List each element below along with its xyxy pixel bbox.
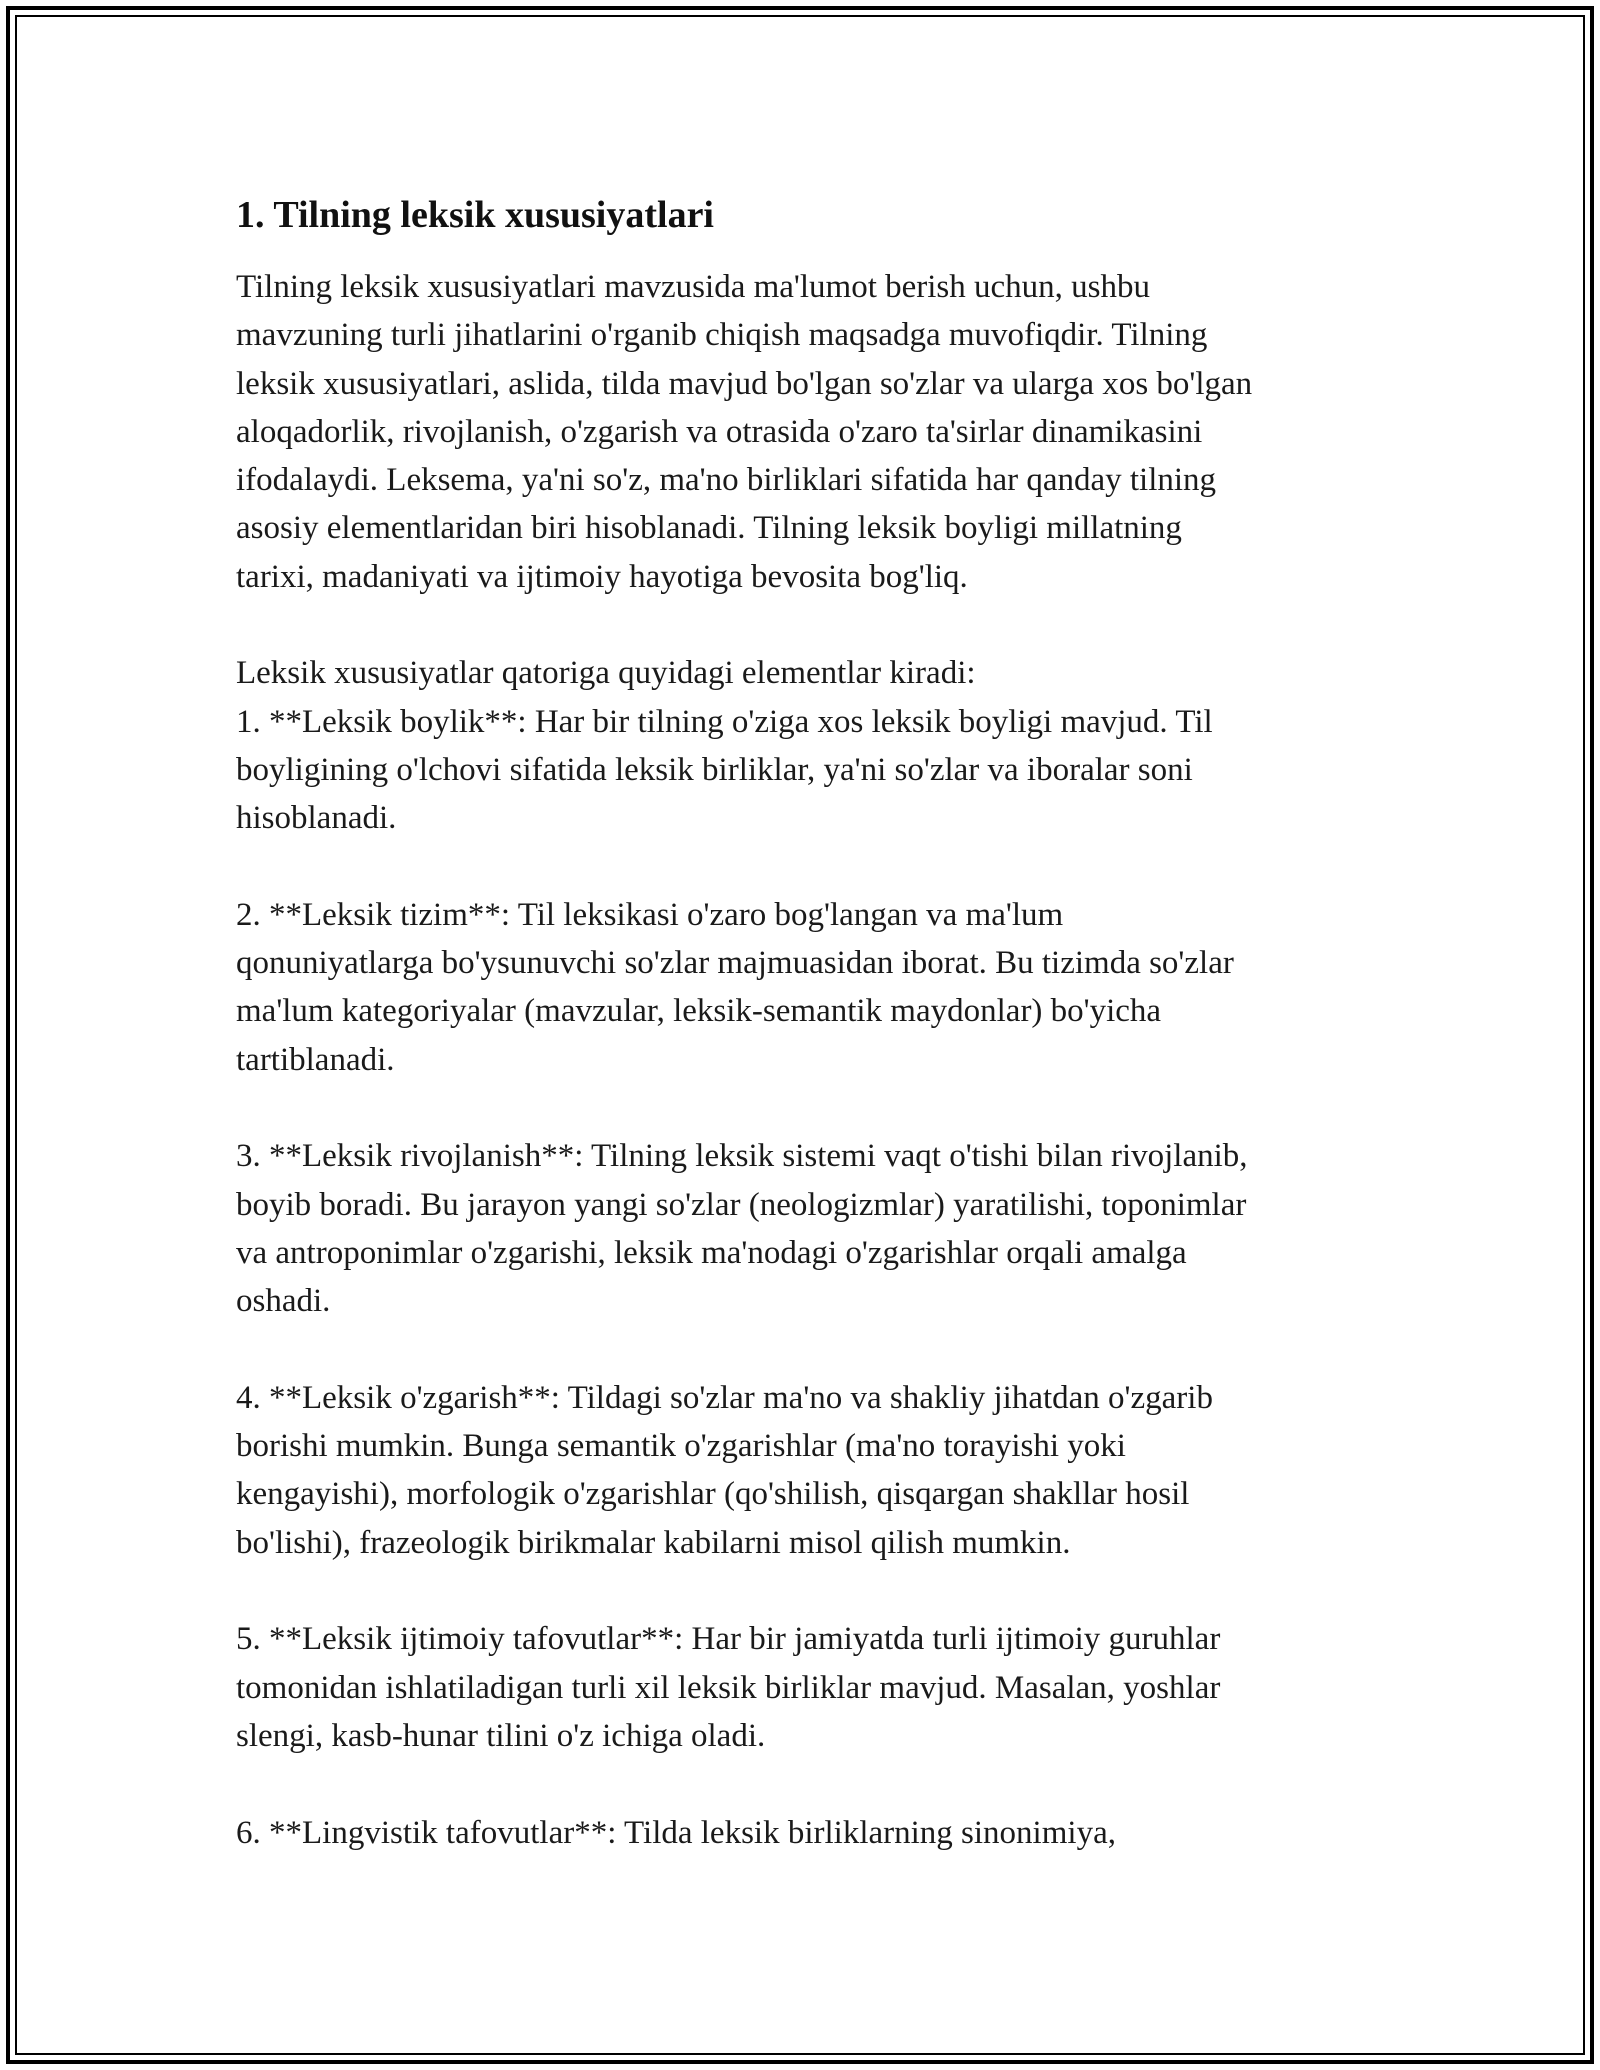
- text-line: mavzuning turli jihatlarini o'rganib chiqish maqsadga muvofiqdir. Tilning: [236, 317, 1208, 354]
- text-line: Leksik xususiyatlar qatoriga quyidagi elementlar kiradi:: [236, 655, 976, 692]
- text-line: 2. **Leksik tizim**: Til leksikasi o'zaro bog'langan va ma'lum: [236, 896, 1064, 933]
- text-line: 4. **Leksik o'zgarish**: Tildagi so'zlar ma'no va shakliy jihatdan o'zgarib: [236, 1379, 1213, 1416]
- text-line: tartiblanadi.: [236, 1041, 395, 1078]
- text-line: ma'lum kategoriyalar (mavzular, leksik-semantik maydonlar) bo'yicha: [236, 993, 1162, 1030]
- list-item-3: [236, 1132, 1386, 1325]
- text-line: Tilning leksik xususiyatlari mavzusida ma'lumot berish uchun, ushbu: [236, 269, 1150, 305]
- list-item-4: [236, 1374, 1386, 1567]
- intro-paragraph: [236, 263, 1386, 601]
- text-line: qonuniyatlarga bo'ysunuvchi so'zlar majmuasidan iborat. Bu tizimda so'zlar: [236, 945, 1234, 982]
- text-line: 3. **Leksik rivojlanish**: Tilning leksik sistemi vaqt o'tishi bilan rivojlanib,: [236, 1138, 1248, 1175]
- text-line: asosiy elementlaridan biri hisoblanadi. Tilning leksik boyligi millatning: [236, 510, 1182, 547]
- text-line: tomonidan ishlatiladigan turli xil leksik birliklar mavjud. Masalan, yoshlar: [236, 1669, 1221, 1706]
- text-line: tarixi, madaniyati va ijtimoiy hayotiga bevosita bog'liq.: [236, 558, 968, 595]
- text-line: 5. **Leksik ijtimoiy tafovutlar**: Har bir jamiyatda turli ijtimoiy guruhlar: [236, 1621, 1221, 1658]
- text-line: va antroponimlar o'zgarishi, leksik ma'nodagi o'zgarishlar orqali amalga: [236, 1234, 1187, 1271]
- text-line: oshadi.: [236, 1283, 331, 1320]
- list-item-5: [236, 1615, 1386, 1760]
- document-body: [236, 187, 1386, 1905]
- list-item-2: [236, 891, 1386, 1084]
- text-line: borishi mumkin. Bunga semantik o'zgarishlar (ma'no torayishi yoki: [236, 1428, 1126, 1465]
- text-line: leksik xususiyatlari, aslida, tilda mavjud bo'lgan so'zlar va ularga xos bo'lgan: [236, 365, 1253, 402]
- text-line: ifodalaydi. Leksema, ya'ni so'z, ma'no birliklari sifatida har qanday tilning: [236, 462, 1217, 499]
- text-line: 1. **Leksik boylik**: Har bir tilning o'ziga xos leksik boyligi mavjud. Til: [236, 703, 1213, 740]
- text-line: kengayishi), morfologik o'zgarishlar (qo'shilish, qisqargan shakllar hosil: [236, 1476, 1190, 1513]
- text-line: bo'lishi), frazeologik birikmalar kabilarni misol qilish mumkin.: [236, 1524, 1071, 1561]
- text-line: slengi, kasb-hunar tilini o'z ichiga oladi.: [236, 1717, 766, 1754]
- text-line: 6. **Lingvistik tafovutlar**: Tilda leksik birliklarning sinonimiya,: [236, 1814, 1116, 1851]
- text-line: aloqadorlik, rivojlanish, o'zgarish va otrasida o'zaro ta'sirlar dinamikasini: [236, 413, 1203, 450]
- list-intro-and-item-1: [236, 649, 1386, 842]
- list-item-6: [236, 1809, 1386, 1857]
- text-line: hisoblanadi.: [236, 800, 397, 837]
- text-line: boyligining o'lchovi sifatida leksik birliklar, ya'ni so'zlar va iboralar soni: [236, 751, 1193, 788]
- text-line: boyib boradi. Bu jarayon yangi so'zlar (neologizmlar) yaratilishi, toponimlar: [236, 1186, 1247, 1223]
- section-heading: 1. Tilning leksik xususiyatlari: [236, 194, 714, 236]
